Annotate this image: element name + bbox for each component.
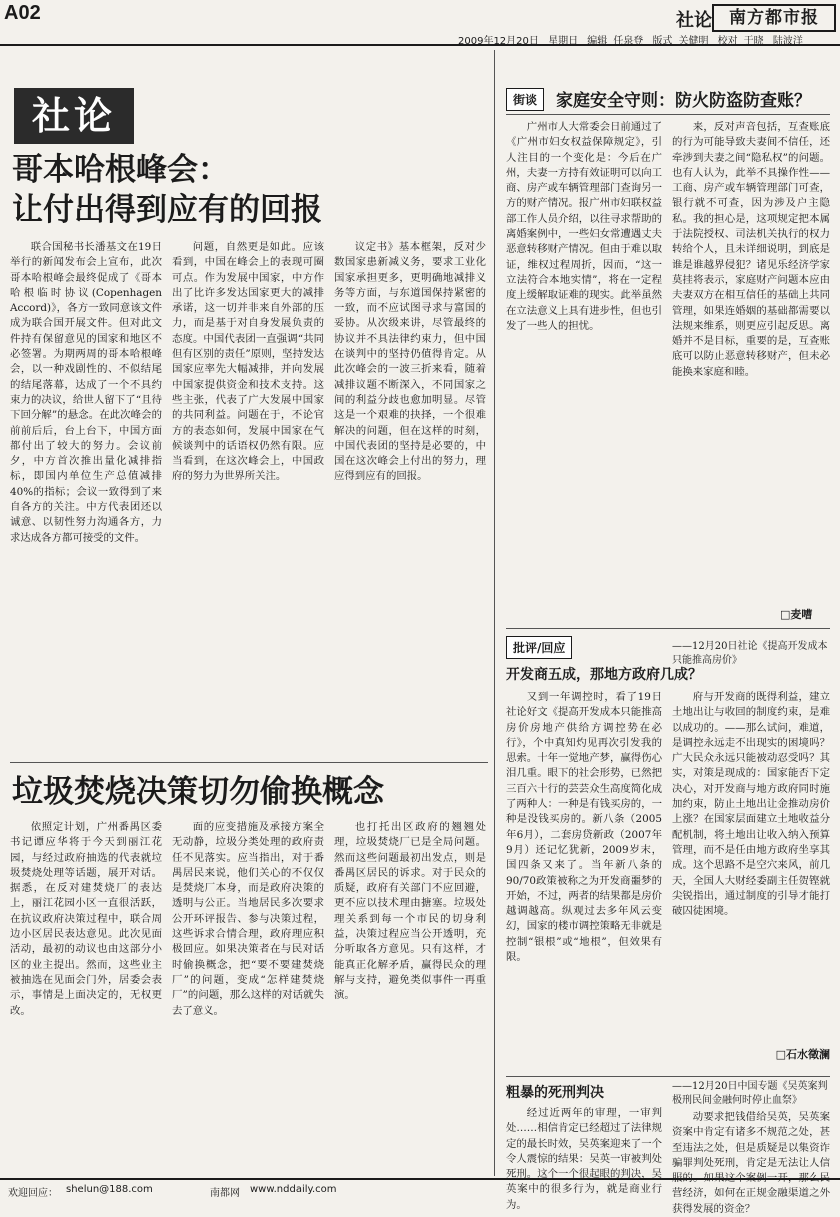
column3-col2: [672, 1110, 830, 1215]
column3-col1: [506, 1106, 662, 1211]
editor-name: 任泉登: [613, 36, 644, 47]
issue-weekday: 星期日: [548, 36, 579, 47]
reply-email[interactable]: shelun@188.com: [66, 1184, 153, 1195]
editor-label: 编辑: [587, 36, 608, 47]
editorial2-text1: 依照定计划，广州番禺区委书记谭应华将于今天到丽江花园，与经过政府抽选的代表就垃圾焚烧处理等话题，展开对话。据悉，在反对建焚烧厂的表达上，丽江花园小区一直很活跃，在抗议政府决策过程中，联合周边小区居民表达意见。此次见面活动，最初的动议也由这部分小区的业主提出。然而，这些业主被抽选在见面会门外，居委会表示，事情是上面决定的，无权更改。: [10, 821, 162, 1017]
editorial2-text2: 面的应变措施及承接方案全无动静，垃圾分类处理的政府责任不见落实。应当指出，对于番禺居民来说，他们关心的不仅仅是焚烧厂本身，而是政府决策的透明与公正。当地居民多次要求公开环评报告、参与决策过程，这些诉求合情合理，政府理应积极回应。如果决策者在与民对话时偷换概念，把“要不要建焚烧厂”的问题，变成“怎样建焚烧厂”的问题，那么这样的对话就失去了意义。: [172, 821, 324, 1017]
column3-text1: 经过近两年的审理，一审判处……相信肯定已经超过了法律规定的最长时效，吴英案迎来了一个令人震惊的结果：吴英一审被判处死刑。这个一个很起眼的判决，吴英案中的很多行为，就是商业行为。: [506, 1107, 662, 1211]
column2-title: 开发商五成，那地方政府几成？: [506, 667, 702, 683]
column3-source-text: ——12月20日中国专题《吴英案判极刑民间金融何时停止血祭》: [672, 1081, 828, 1106]
column-divider: [494, 50, 495, 1176]
column2-credit: [760, 1046, 830, 1062]
header-rule: [0, 44, 840, 46]
column1-text1: 广州市人大常委会日前通过了《广州市妇女权益保障规定》，引人注目的一个变化是：今后在广州，夫妻一方持有效证明可以向工商、房产或车辆管理部门查询另一方的财产情况。报广州市妇联权益部工作人员介绍，以往寻求帮助的离婚案例中，一些妇女常遭遇丈夫恶意转移财产情况。但由于难以取证，维权过程周折，因而，“这一立法符合本地实情”，将在一定程度上缓解取证难的现实。此举虽然在立法意义上具有进步性，但也引发了一些人的担忧。: [506, 121, 662, 332]
site-label: 南都网: [210, 1188, 240, 1199]
issue-date: 2009年12月20日: [458, 36, 539, 47]
editorial1-text1: 联合国秘书长潘基文在19日举行的新闻发布会上宣布，此次哥本哈根峰会最终促成了《哥本哈根临时协议(Copenhagen Accord)》，各方一致同意该文件成为联合国开展文件。但对此文件持有保留意见的国家和地区不必签署。为期两周的哥本哈根峰会，以一种戏剧性的、不似结尾的结尾落幕，达成了一个不具约束力的决议，给世人留下了“且待下回分解”的悬念。在此次峰会的前前后后，台上台下，中国方面都付出了较大的努力。会议前夕，中方首次推出量化减排指标，即国内单位生产总值减排40%的指标；会议一致得到了来自各方的关注。中方代表团还以诚意、以韧性努力沟通各方，力求达成各方都可接受的文件。: [10, 241, 162, 544]
page-header: [0, 0, 840, 47]
editorial-title-line1: 哥本哈根峰会：: [12, 152, 229, 188]
column2-credit-text: □石水徵澜: [775, 1048, 830, 1061]
editorial2-col3: [334, 820, 486, 1175]
column2-source-text: ——12月20日社论《提高开发成本只能推高房价》: [672, 641, 828, 666]
editorial2-text3: 也打托出区政府的翘翘处理，垃圾焚烧厂已是全局问题。然而这些问题最初出发点，则是番禺区居民的诉求。对于民众的质疑，政府有关部门不应回避，更不应以技术理由搪塞。垃圾处理关系到每一个市民的切身利益，决策过程应当公开透明，充分听取各方意见。只有这样，才能真正化解矛盾，赢得民众的理解与支持，避免类似事件一再重演。: [334, 821, 486, 1002]
reply-label: 欢迎回应：: [8, 1188, 58, 1199]
editorial1-col3: [334, 240, 486, 750]
editorial1-col2: [172, 240, 324, 750]
column2-source: [672, 640, 830, 668]
section-label: 社论: [676, 10, 712, 31]
extra-name: 陆波洋: [772, 36, 803, 47]
page-footer: [0, 1180, 840, 1200]
editorial2-title: 垃圾焚烧决策切勿偷换概念: [12, 774, 384, 810]
column2-col1: [506, 690, 662, 1070]
editorial1-text3: 议定书》基本框架，反对少数国家患新减义务，要求工业化国家承担更多，更明确地减排义务等方面，与东道国保持紧密的一致，而不应试图寻求与富国的妥协。从次级来讲，尽管最终的协议并不具法律约束力，但中国在谈判中的坚持仍值得肯定。从此次峰会的一波三折来看，随着减排议题不断深入，不同国家之间的利益分歧也愈加明显。尽管这是一个艰难的抉择，一个很难解决的问题，但在这样的时刻，中国代表团的坚持是必要的，中国在这次峰会上付出的努力，理应得到应有的回报。: [334, 241, 486, 483]
divider: [506, 628, 830, 629]
column3-source: [672, 1080, 830, 1108]
column1-tag: 街谈: [506, 88, 544, 111]
page-number: A02: [4, 2, 41, 24]
divider: [10, 762, 488, 763]
site-url[interactable]: www.nddaily.com: [250, 1184, 337, 1195]
proof-name: 于晓: [743, 36, 764, 47]
column1-text2: 来，反对声音包括，互查账底的行为可能导致夫妻间不信任，还牵涉到夫妻之间“隐私权”的问题。也有人认为，此举不具操作性——工商、房产或车辆管理部门可查，银行就不可查，因为涉及户主隐私。我的担心是，这项规定把本属于法院授权、司法机关执行的权力转给个人，且未详细说明，到底是谁是谁越界侵犯？诸见乐经济学家莫挂将表示，家庭财产问题本应由夫妻双方在相互信任的基础上共同管理，如果连婚姻的基础都需要以法规来维系，则更应引起反思。离婚并不是目标，重要的是，互查账底可以防止恶意转移财产，但未必能换来家庭和睦。: [672, 121, 830, 378]
column3-text2: 动要求把钱借给吴英，吴英案资案中肯定有诸多不规范之处，甚至违法之处，但是质疑是以集资诈骗罪判处死刑，肯定是无法让人信服的。如果这个案例一开，那么民营经济，如何在正规金融渠道之外获得发展的资金？: [672, 1111, 830, 1215]
masthead-logo: 南方都市报: [712, 4, 836, 32]
column2-col2: [672, 690, 830, 1044]
editorial1-text2: 问题，自然更是如此。应该看到，中国在峰会上的表现可圈可点。作为发展中国家，中方作出了比许多发达国家更大的减排承诺，这一切并非来自外部的压力，而是基于对自身发展负责的态度。中国代表团一直强调“共同但有区别的责任”原则，坚持发达国家应率先大幅减排，并向发展中国家提供资金和技术支持。这些主张，代表了广大发展中国家的共同利益。问题在于，不论官方的表态如何，发展中国家在气候谈判中的话语权仍然有限。应当看到，在这次峰会上，中国政府的努力为世界所关注。: [172, 241, 324, 483]
proof-label: 校对: [717, 36, 738, 47]
column1-credit-text: □麦嘈: [780, 608, 813, 621]
divider: [506, 1076, 830, 1077]
divider: [506, 114, 830, 115]
column2-text2: 府与开发商的既得利益，建立土地出让与收回的制度约束，是难以成功的。——那么试问，难道，是调控永远走不出现实的困境吗？广大民众永远只能被动忍受吗？其实，对策是现成的：国家能否下定决心，对开发商与地方政府同时施加约束，防止土地出让金推动房价上涨？在国家层面建立土地收益分配机制，将土地出让收入纳入预算管理，而不是任由地方政府坐享其成。这个思路不是空穴来风，前几天，全国人大财经委副主任贺铿就尖锐指出，通过制度的引导才能打破囚徒困境。: [672, 691, 830, 918]
column1-credit: [780, 606, 830, 622]
editorial2-col2: [172, 820, 324, 1175]
editorial1-col1: [10, 240, 162, 750]
editorial-title-line2: 让付出得到应有的回报: [12, 192, 322, 228]
layout-name: 关健明: [678, 36, 709, 47]
column1-col2: [672, 120, 830, 604]
column2-text1: 又到一年调控时，看了19日社论好文《提高开发成本只能推高房价房地产供给方调控势在必行》，个中真知灼见再次引发我的思索。十年一觉地产梦，赢得伤心泪几重。眼下的社会形势，已然把三百六十行的芸芸众生高度简化成了两种人：一种是有钱买房的，一种是没钱买房的。新八条（2005年6月），二套房贷新政（2007年9月）还记忆犹新，2009岁末，国四条又来了。当年新八条的90/70政策被称之为开发商噩梦的开始，不过，两者的结果都是房价越调越高。纵观过去多年风云变幻，国家的楼市调控策略无非就是控制“银根”或“地根”，但效果有限。: [506, 691, 662, 964]
editorial-tag: 社论: [14, 88, 134, 144]
column3-title: 粗暴的死刑判决: [506, 1085, 604, 1101]
editorial2-col1: [10, 820, 162, 1175]
column1-title: 家庭安全守则：防火防盗防查账？: [556, 91, 811, 111]
column2-tag: 批评/回应: [506, 636, 572, 659]
layout-label: 版式: [652, 36, 673, 47]
column1-col1: [506, 120, 662, 620]
